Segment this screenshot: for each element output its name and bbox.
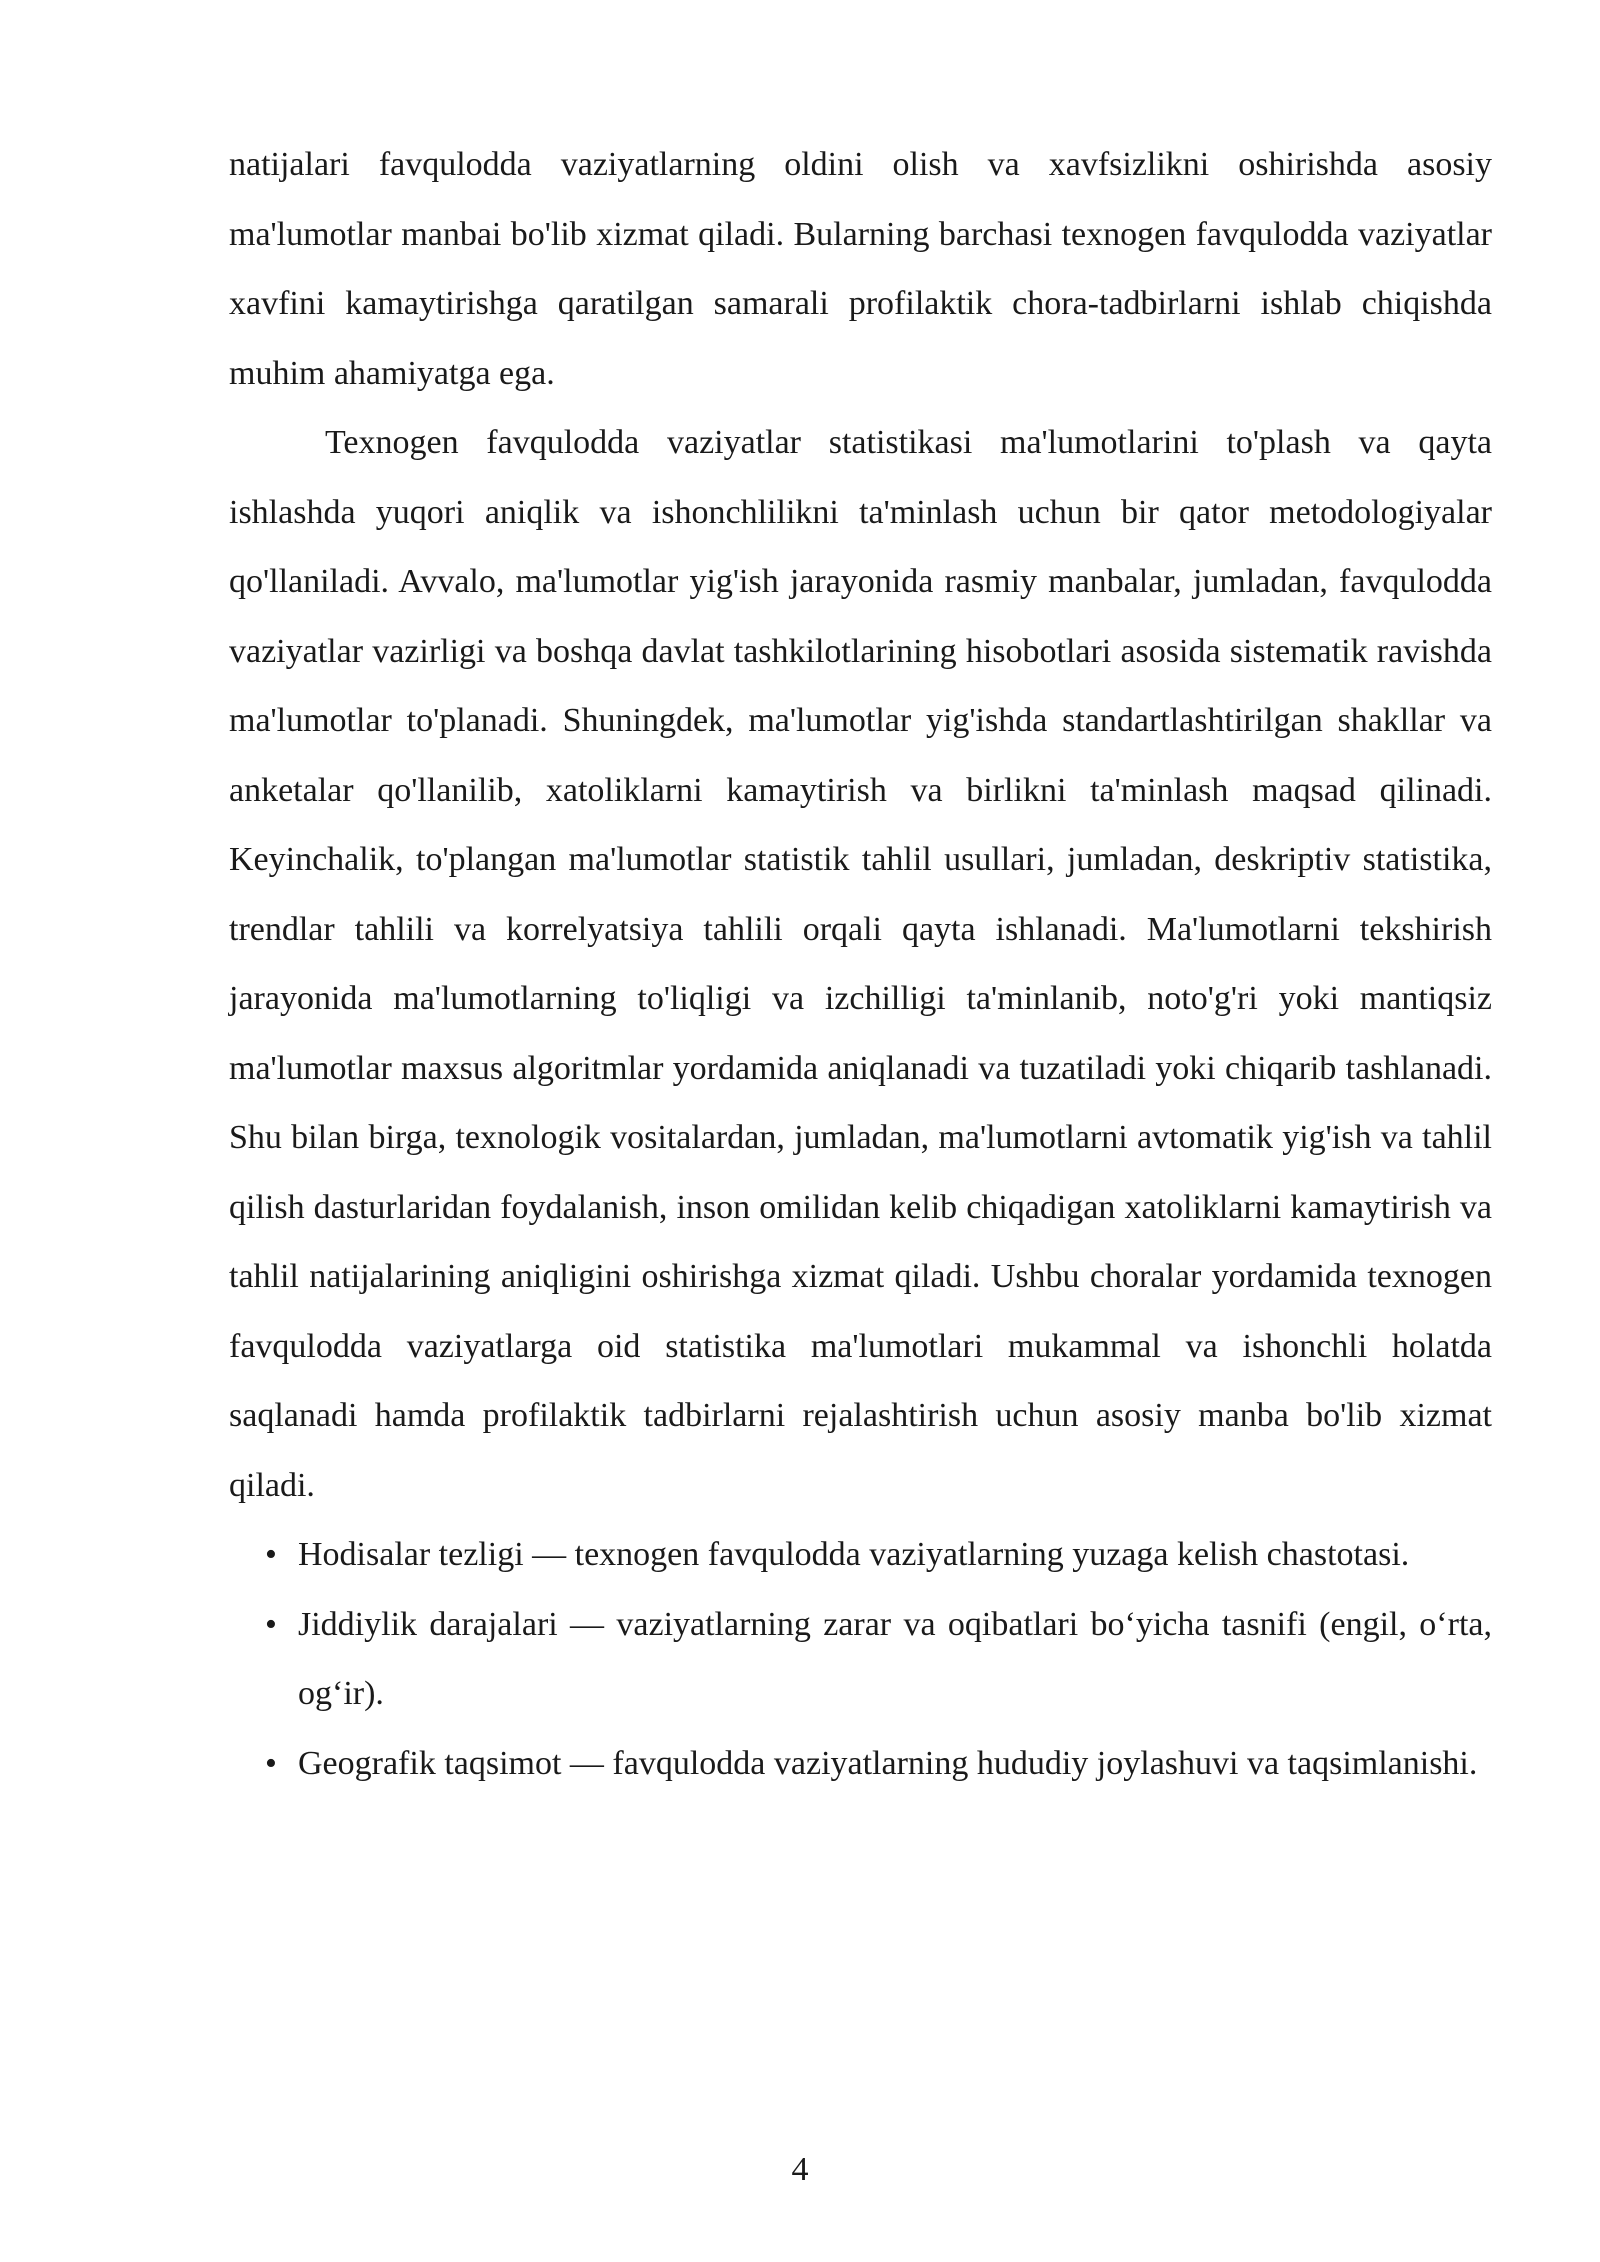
list-item [229, 1590, 1492, 1729]
paragraph-continuation: natijalari favqulodda vaziyatlarning oldini olish va xavfsizlikni oshirishda asosiy ma'lumotlar manbai bo'lib xizmat qiladi. Bularning barchasi texnogen favqulodda vaziyatlar xavfini kamaytirishga qaratilgan samarali profilaktik chora-tadbirlarni ishlab chiqishda muhim ahamiyatga ega. [229, 146, 1492, 392]
list-item-text: Jiddiylik darajalari — vaziyatlarning zarar va oqibatlari bo‘yicha tasnifi (engil, o‘rta, og‘ir). [298, 1605, 1492, 1712]
bullet-icon: • [265, 1744, 277, 1782]
document-page [229, 130, 1492, 1798]
page-number: 4 [791, 2151, 809, 2188]
bullet-icon: • [265, 1536, 277, 1573]
paragraph-methodology: Texnogen favqulodda vaziyatlar statistikasi ma'lumotlarini to'plash va qayta ishlashda yuqori aniqlik va ishonchlilikni ta'minlash uchun bir qator metodologiyalar qo'llaniladi. Avvalo, ma'lumotlar yig'ish jarayonida rasmiy manbalar, jumladan, favqulodda vaziyatlar vazirligi va boshqa davlat tashkilotlarining hisobotlari asosida sistematik ravishda ma'lumotlar to'planadi. Shuningdek, ma'lumotlar yig'ishda standartlashtirilgan shakllar va anketalar qo'llanilib, xatoliklarni kamaytirish va birlikni ta'minlash maqsad qilinadi. Keyinchalik, to'plangan ma'lumotlar statistik tahlil usullari, jumladan, deskriptiv statistika, trendlar tahlili va korrelyatsiya tahlili orqali qayta ishlanadi. Ma'lumotlarni tekshirish jarayonida ma'lumotlarning to'liqligi va izchilligi ta'minlanib, noto'g'ri yoki mantiqsiz ma'lumotlar maxsus algoritmlar yordamida aniqlanadi va tuzatiladi yoki chiqarib tashlanadi. Shu bilan birga, texnologik vositalardan, jumladan, ma'lumotlarni avtomatik yig'ish va tahlil qilish dasturlaridan foydalanish, inson omilidan kelib chiqadigan xatoliklarni kamaytirish va tahlil natijalarining aniqligini oshirishga xizmat qiladi. Ushbu choralar yordamida texnogen favqulodda vaziyatlarga oid statistika ma'lumotlari mukammal va ishonchli holatda saqlanadi hamda profilaktik tadbirlarni rejalashtirish uchun asosiy manba bo'lib xizmat qiladi. [229, 424, 1492, 1504]
bullet-icon: • [265, 1605, 277, 1643]
list-item [229, 1520, 1492, 1590]
list-item-text: Geografik taqsimot — favqulodda vaziyatlarning hududiy joylashuvi va taqsimlanishi. [298, 1744, 1478, 1782]
list-item [229, 1729, 1492, 1799]
list-item-text: Hodisalar tezligi — texnogen favqulodda vaziyatlarning yuzaga kelish chastotasi. [298, 1536, 1410, 1573]
bullet-list [229, 1520, 1492, 1798]
